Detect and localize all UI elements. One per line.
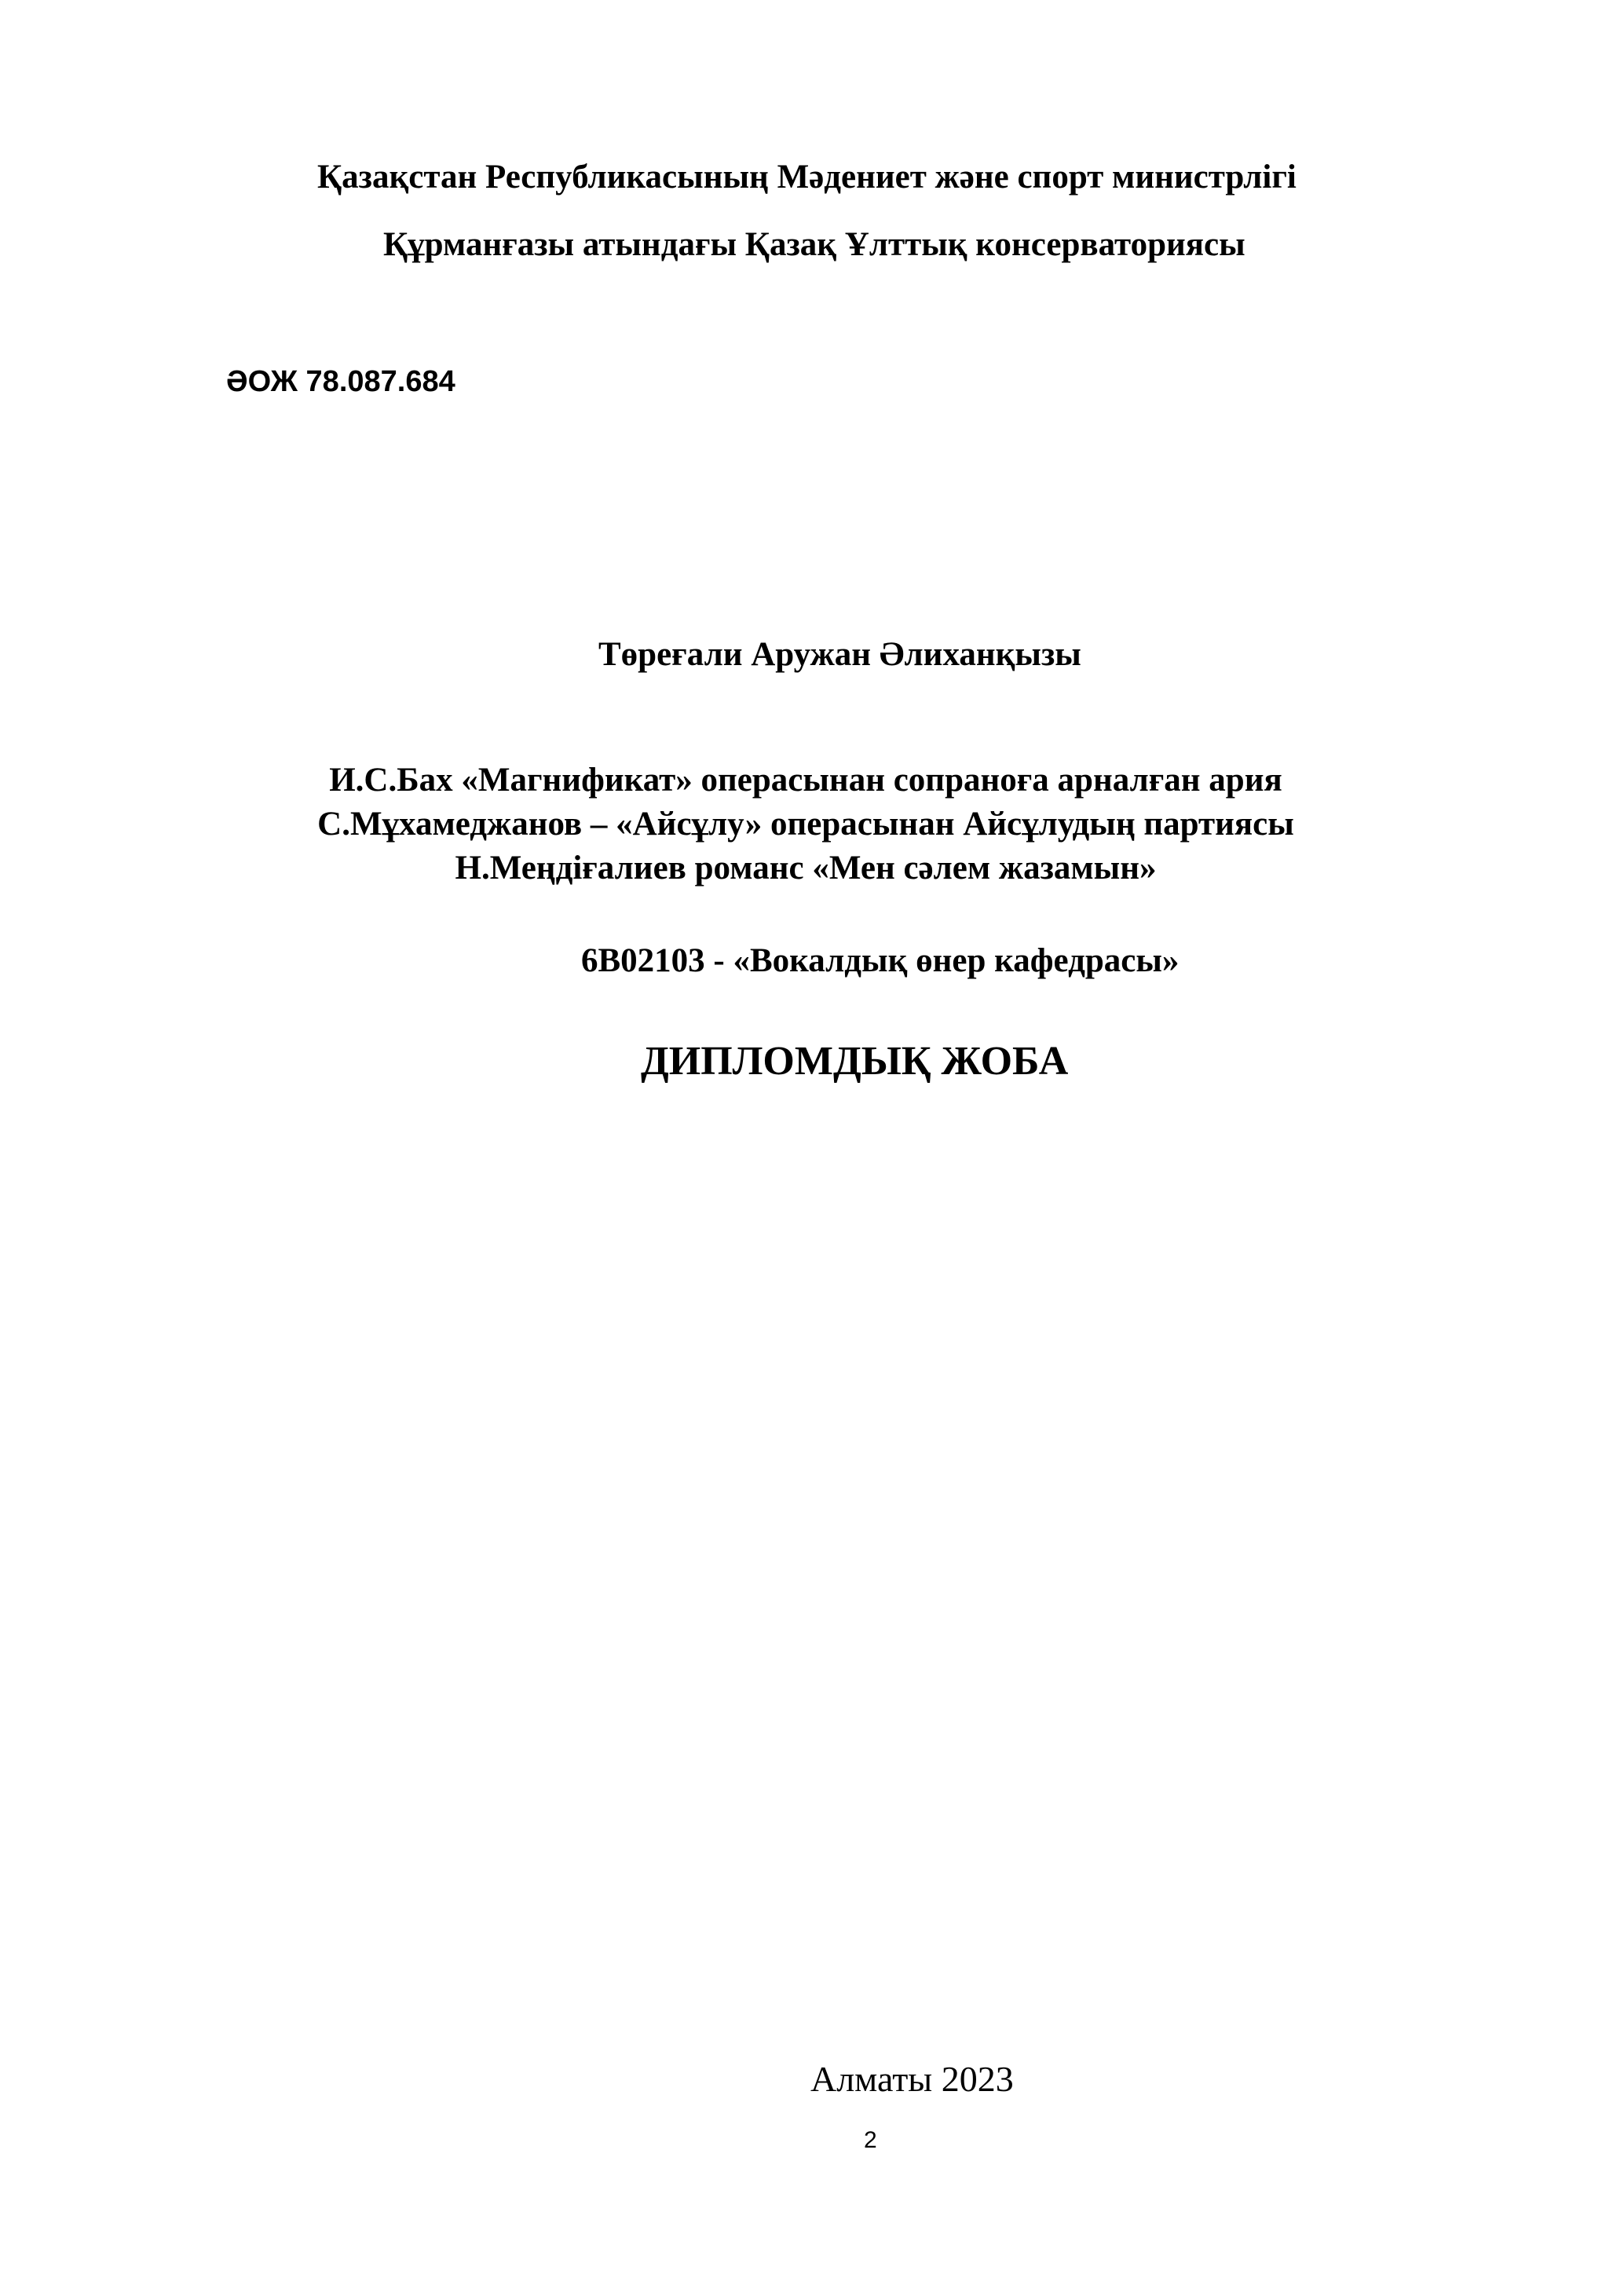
- work-title-2: С.Мұхамеджанов – «Айсұлу» операсынан Айсұлудың партиясы: [317, 806, 1294, 843]
- udc-code: ӘОЖ 78.087.684: [226, 365, 455, 398]
- work-title-1: И.С.Бах «Магнификат» операсынан сопраноға арналған ария: [329, 762, 1282, 799]
- specialty-line: 6В02103 - «Вокалдық өнер кафедрасы»: [581, 942, 1180, 979]
- ministry-heading: Қазақстан Республикасының Мәдениет және спорт министрлігі: [317, 159, 1297, 196]
- document-type-title: ДИПЛОМДЫҚ ЖОБА: [641, 1039, 1069, 1084]
- work-title-3: Н.Меңдіғалиев романс «Мен сәлем жазамын»: [455, 850, 1157, 887]
- institution-heading: Құрманғазы атындағы Қазақ Ұлттық консерваториясы: [383, 226, 1245, 263]
- page-number: 2: [864, 2127, 877, 2153]
- place-and-year: Алматы 2023: [810, 2059, 1014, 2099]
- author-name: Төреғали Аружан Әлиханқызы: [598, 636, 1081, 673]
